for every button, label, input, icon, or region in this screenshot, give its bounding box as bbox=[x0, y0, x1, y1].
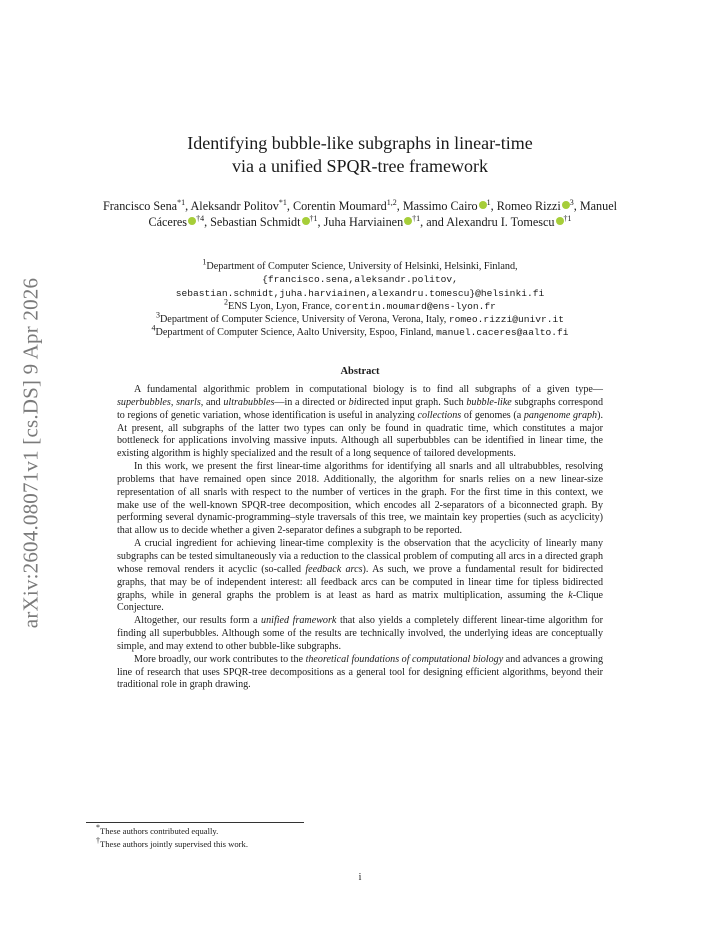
page-number: i bbox=[358, 872, 362, 883]
affiliation-1-text: Department of Computer Science, University of Helsinki, Helsinki, Finland, bbox=[206, 261, 518, 272]
affiliations bbox=[86, 257, 634, 340]
affiliation-1-email-line-1[interactable]: {francisco.sena,aleksandr.politov, bbox=[262, 274, 458, 286]
paper-title bbox=[86, 132, 634, 178]
affiliation-2-email[interactable]: corentin.moumard@ens-lyon.fr bbox=[334, 300, 496, 312]
affiliation-2 bbox=[86, 297, 634, 313]
orcid-icon[interactable] bbox=[302, 217, 310, 225]
affiliation-1-number: 1 bbox=[202, 257, 207, 267]
affiliation-2-text: ENS Lyon, Lyon, France, bbox=[228, 300, 333, 312]
author-affiliation-marks: *1 bbox=[177, 197, 186, 207]
affiliation-1-email-line-2[interactable]: sebastian.schmidt,juha.harviainen,alexandru.tomescu}@helsinki.fi bbox=[175, 287, 545, 299]
abstract-paragraph-3: A crucial ingredient for achieving linear-time complexity is the observation that the acyclicity of linearly many subgraphs can be tested simultaneously via a reduction to the classical problem of computing all arcs in a directed graph whose removal renders it acyclic (so-called feedback arcs). As such, we prove a fundamental result for bidirected graphs, that may be of independent interest: all feedback arcs can be computed in linear time for tipless bidirected graphs, while in general graphs the problem is at least as hard as matrix multiplication, assuming the k-Clique Conjecture. bbox=[117, 538, 603, 614]
author-name: Aleksandr Politov bbox=[190, 199, 279, 213]
orcid-icon[interactable] bbox=[188, 217, 196, 225]
title-line-2: via a unified SPQR-tree framework bbox=[232, 156, 488, 176]
author-affiliation-marks: 1,2 bbox=[386, 197, 397, 207]
affiliation-4-email[interactable]: manuel.caceres@aalto.fi bbox=[436, 327, 569, 339]
author-name: Sebastian Schmidt bbox=[210, 215, 301, 229]
orcid-icon[interactable] bbox=[479, 201, 487, 209]
author bbox=[497, 199, 574, 213]
author bbox=[403, 199, 491, 213]
title-line-1: Identifying bubble-like subgraphs in linear-time bbox=[187, 133, 533, 153]
author-affiliation-marks: †1 bbox=[309, 213, 318, 223]
orcid-icon[interactable] bbox=[404, 217, 412, 225]
author-name: Juha Harviainen bbox=[323, 215, 404, 229]
author-affiliation-marks: †1 bbox=[412, 213, 421, 223]
arxiv-identifier-text: arXiv:2604.08071v1 [cs.DS] 9 Apr 2026 bbox=[18, 277, 43, 628]
affiliation-2-number: 2 bbox=[224, 297, 229, 307]
author-name: Massimo Cairo bbox=[402, 199, 478, 213]
author-affiliation-marks: †1 bbox=[563, 213, 572, 223]
affiliation-4 bbox=[86, 326, 634, 339]
abstract-paragraph-1: A fundamental algorithmic problem in computational biology is to find all subgraphs of a given type—superbubbles, snarls, and ultrabubbles—in a directed or bidirected input graph. Such bubble-like subgraphs correspond to regions of genetic variation, whose identification is useful in analyzing collections of genomes (a pangenome graph). At present, all subgraphs of the latter two types can only be found in quadratic time, which constitutes a major bottleneck for applications involving massive inputs. Although all superbubbles can be identified in linear time, the existing algorithm is highly specialized and the result of a long sequence of tailored developments. bbox=[117, 384, 604, 460]
affiliation-3-email[interactable]: romeo.rizzi@univr.it bbox=[448, 314, 565, 326]
author-name: Corentin Moumard bbox=[292, 199, 387, 213]
author-affiliation-marks: *1 bbox=[278, 197, 287, 207]
arxiv-identifier-stamp bbox=[20, 265, 42, 640]
footnote-divider bbox=[86, 822, 304, 823]
abstract-paragraph-2: In this work, we present the first linear-time algorithms for identifying all snarls and all ultrabubbles, resolving problems that have remained open since 2018. Additionally, the algorithm for snarls relies on a new linear-size representation of all snarls with respect to the number of vertices in the graph. For the first time in this context, we make use of the well-known SPQR-tree decomposition, which encodes all 2-separators of a biconnected graph. By performing several dynamic-programming–style traversals of this tree, we maintain key properties (such as acyclicity) that allow us to decide whether a given 2-separator defines a subgraph to be reported. bbox=[117, 461, 603, 537]
author-name: Francisco Sena bbox=[102, 199, 178, 213]
author-name: Manuel Cáceres bbox=[148, 199, 618, 229]
orcid-icon[interactable] bbox=[556, 217, 564, 225]
affiliation-1 bbox=[86, 257, 634, 273]
author-affiliation-marks: 3 bbox=[569, 197, 574, 207]
abstract-paragraph-4: Altogether, our results form a unified framework that also yields a completely different linear-time algorithm for finding all superbubbles. Although some of the results are technically involved, the underlying ideas are conceptually simple, and may extend to other bubble-like subgraphs. bbox=[117, 615, 604, 652]
affiliation-3 bbox=[86, 310, 634, 326]
abstract-paragraph-5: More broadly, our work contributes to the theoretical foundations of computational biology and advances a growing line of research that uses SPQR-tree decompositions as a general tool for designing efficient algorithms, beyond their traditional role in graph drawing. bbox=[117, 653, 604, 691]
affiliation-4-text: Department of Computer Science, Aalto University, Espoo, Finland, bbox=[155, 327, 434, 339]
affiliation-4-number: 4 bbox=[151, 324, 156, 334]
footnote-equal-contribution: *These authors contributed equally. bbox=[96, 823, 219, 836]
footnote-joint-supervision: †These authors jointly supervised this work. bbox=[96, 835, 248, 849]
author bbox=[103, 199, 185, 213]
author bbox=[210, 215, 317, 229]
author bbox=[191, 199, 287, 213]
orcid-icon[interactable] bbox=[562, 201, 570, 209]
footnotes bbox=[96, 825, 596, 850]
author-affiliation-marks: 1 bbox=[486, 197, 491, 207]
author bbox=[293, 199, 397, 213]
author bbox=[324, 215, 421, 229]
affiliation-3-text: Department of Computer Science, University of Verona, Verona, Italy, bbox=[159, 314, 447, 326]
author-list: Francisco Sena$^{*1}$, Aleksandr Politov$^{*1}$, Corentin Moumard$^{1,2}$, Massimo Cairo $^1$, Romeo Rizzi $^3$, Manuel Cáceres $^{\dagger 4}$, Sebastian Schmidt $^{\dagger 1}$, Juha Harviainen $^{\dagger 1}$, and Alexandru I. Tomescu $^{\dagger 1}$ bbox=[102, 197, 618, 229]
abstract-body bbox=[117, 384, 603, 692]
author bbox=[446, 215, 571, 229]
author-name: Romeo Rizzi bbox=[496, 199, 561, 213]
affiliation-3-number: 3 bbox=[155, 310, 160, 320]
author-name: Alexandru I. Tomescu bbox=[446, 215, 555, 229]
author-affiliation-marks: †4 bbox=[196, 213, 205, 223]
abstract-heading: Abstract bbox=[340, 366, 380, 377]
